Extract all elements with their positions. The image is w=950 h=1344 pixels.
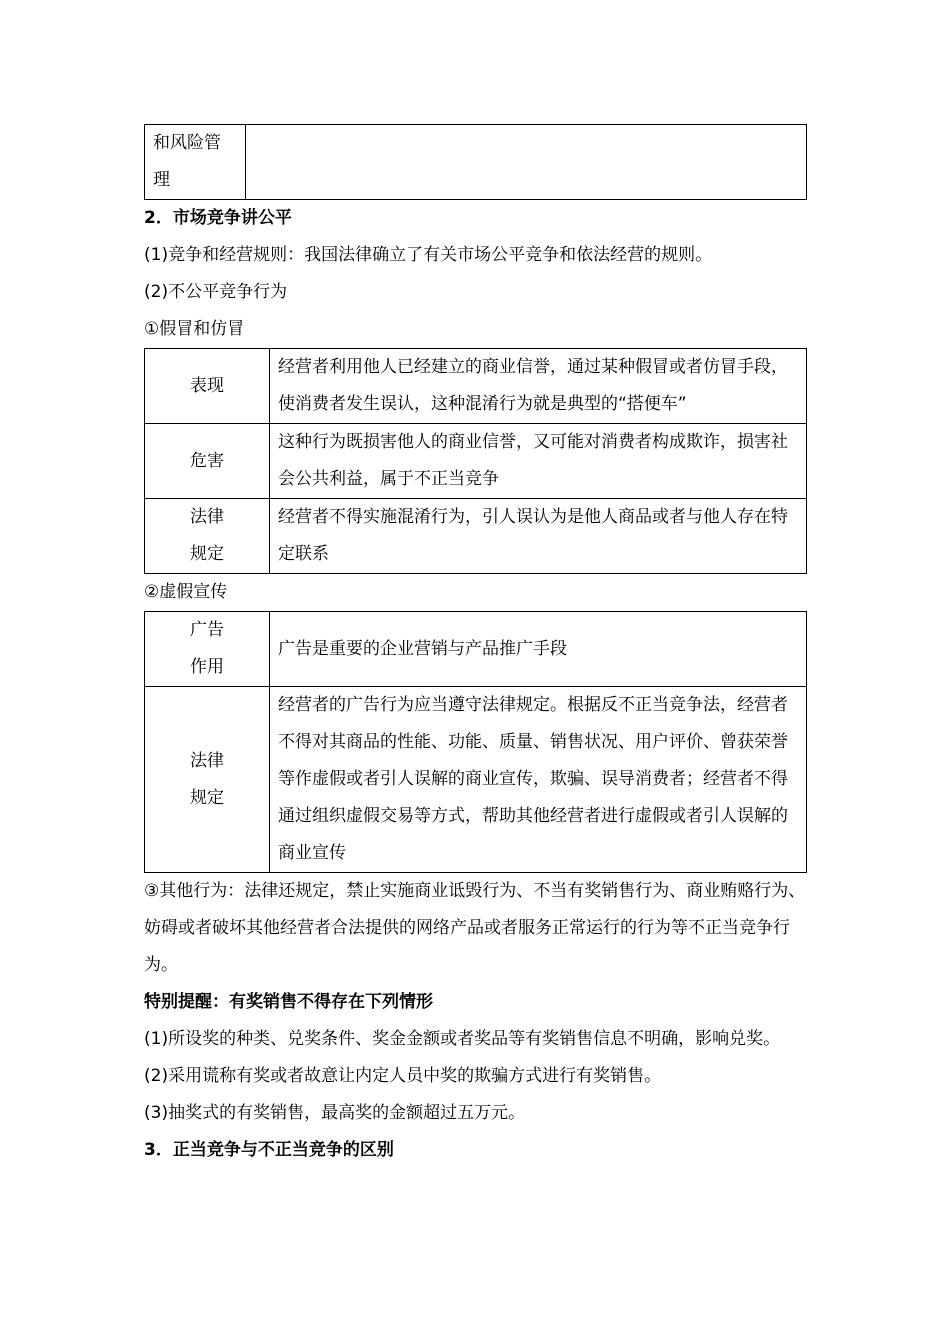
row-label: 广告 作用 [145,612,270,687]
table-row [145,499,807,574]
tip-item: (3)抽奖式的有奖销售，最高奖的金额超过五万元。 [144,1103,526,1123]
risk-table [144,124,807,200]
tip-item: (2)采用谎称有奖或者故意让内定人员中奖的欺骗方式进行有奖销售。 [144,1066,662,1086]
row-label: 法律 规定 [145,687,270,873]
table-row [145,612,807,687]
tip-title: 特别提醒：有奖销售不得存在下列情形 [144,992,433,1012]
row-text: 这种行为既损害他人的商业信誉，又可能对消费者构成欺诈，损害社会公共利益，属于不正当竞争 [270,424,807,499]
tip-item: (1)所设奖的种类、兑奖条件、奖金金额或者奖品等有奖销售信息不明确，影响兑奖。 [144,1029,781,1049]
row-text: 经营者利用他人已经建立的商业信誉，通过某种假冒或者仿冒手段，使消费者发生误认，这种混淆行为就是典型的“搭便车” [270,349,807,424]
row-text: 经营者不得实施混淆行为，引人误认为是他人商品或者与他人存在特定联系 [270,499,807,574]
subheading-counterfeit: ①假冒和仿冒 [144,319,245,339]
risk-table-label: 和风险管 理 [145,125,246,200]
false-advertising-table [144,611,807,873]
paragraph-unfair-competition: (2)不公平竞争行为 [144,282,288,302]
section-3-heading: 3．正当竞争与不正当竞争的区别 [144,1140,394,1160]
row-label: 危害 [145,424,270,499]
table-row [145,687,807,873]
row-text: 经营者的广告行为应当遵守法律规定。根据反不正当竞争法，经营者不得对其商品的性能、功能、质量、销售状况、用户评价、曾获荣誉等作虚假或者引人误解的商业宣传，欺骗、误导消费者；经营者不得通过组织虚假交易等方式，帮助其他经营者进行虚假或者引人误解的商业宣传 [270,687,807,873]
counterfeit-table [144,348,807,574]
risk-table-content [246,125,807,200]
table-row [145,424,807,499]
row-label: 表现 [145,349,270,424]
row-label: 法律 规定 [145,499,270,574]
section-2-heading: 2．市场竞争讲公平 [144,208,292,228]
table-row [145,349,807,424]
row-text: 广告是重要的企业营销与产品推广手段 [270,612,807,687]
paragraph-competition-rules: (1)竞争和经营规则：我国法律确立了有关市场公平竞争和依法经营的规则。 [144,245,713,265]
subheading-false-advertising: ②虚假宣传 [144,582,228,602]
paragraph-other-behaviors: ③其他行为：法律还规定，禁止实施商业诋毁行为、不当有奖销售行为、商业贿赂行为、妨碍或者破坏其他经营者合法提供的网络产品或者服务正常运行的行为等不正当竞争行为。 [144,881,806,975]
document-page [144,124,808,1169]
